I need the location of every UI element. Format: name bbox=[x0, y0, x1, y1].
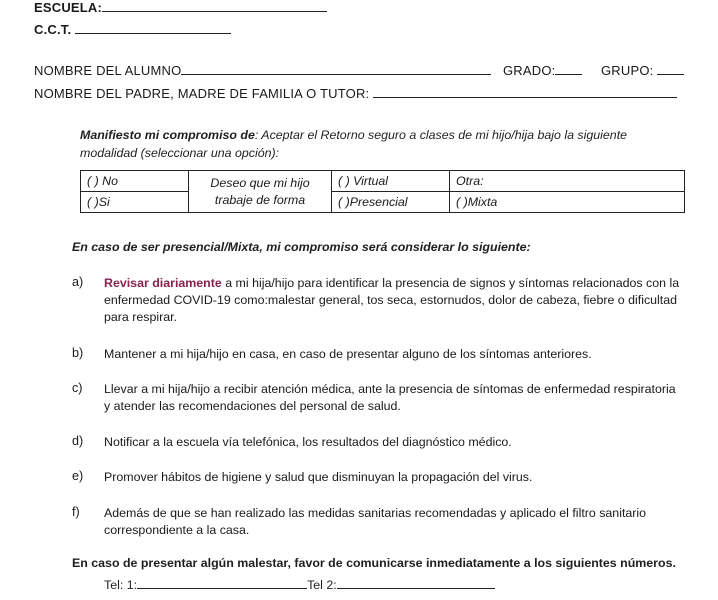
option-no[interactable]: ( ) No bbox=[81, 171, 189, 192]
item-d-letter: d) bbox=[72, 434, 84, 448]
tel2-blank[interactable] bbox=[337, 578, 495, 589]
item-a-body: a mi hija/hijo para identificar la presencia de signos y síntomas relacionados con la enfermedad COVID-19 como:malestar general, tos seca, estornudos, dolor de cabeza, fiebre o dificultad para respirar. bbox=[104, 276, 680, 324]
tel1-label: Tel: 1: bbox=[104, 578, 138, 592]
option-presencial[interactable]: ( )Presencial bbox=[332, 192, 450, 213]
item-f-text: Además de que se han realizado las medidas sanitarias recomendadas y aplicado el filtro sanitario correspondiente a la casa. bbox=[104, 506, 647, 537]
grado-label: GRADO: bbox=[503, 63, 556, 78]
item-c-text: Llevar a mi hija/hijo a recibir atención médica, ante la presencia de síntomas de enfermedad respiratoria y atender las recomendaciones del personal de salud. bbox=[104, 382, 676, 413]
option-otra[interactable]: Otra: bbox=[450, 171, 685, 192]
item-e-letter: e) bbox=[72, 469, 84, 483]
nombre-padre-blank[interactable] bbox=[373, 87, 677, 98]
item-f-letter: f) bbox=[72, 505, 80, 519]
escuela-field bbox=[34, 0, 327, 15]
manifiesto-line2: modalidad (seleccionar una opción): bbox=[80, 146, 280, 160]
escuela-label: ESCUELA: bbox=[34, 0, 103, 15]
escuela-blank[interactable] bbox=[102, 1, 327, 12]
nombre-alumno-blank[interactable] bbox=[181, 64, 491, 75]
nombre-padre-field bbox=[34, 86, 677, 101]
item-a-letter: a) bbox=[72, 275, 84, 289]
manifiesto-lead: Manifiesto mi compromiso de bbox=[80, 128, 255, 142]
footer-notice: En caso de presentar algún malestar, favor de comunicarse inmediatamente a los siguientes números. bbox=[72, 556, 676, 570]
tel-line bbox=[104, 578, 495, 592]
cct-field bbox=[34, 22, 231, 37]
nombre-padre-label: NOMBRE DEL PADRE, MADRE DE FAMILIA O TUTOR: bbox=[34, 86, 370, 101]
item-d-text: Notificar a la escuela vía telefónica, los resultados del diagnóstico médico. bbox=[104, 435, 512, 449]
grupo-blank[interactable] bbox=[657, 64, 684, 75]
nombre-alumno-label: NOMBRE DEL ALUMNO bbox=[34, 63, 182, 78]
options-table bbox=[80, 170, 685, 213]
item-a-text bbox=[104, 275, 684, 326]
nombre-alumno-field bbox=[34, 63, 491, 78]
grado-blank[interactable] bbox=[555, 64, 582, 75]
grupo-label: GRUPO: bbox=[601, 63, 654, 78]
deseo-line2: trabaje de forma bbox=[214, 192, 306, 207]
deseo-cell bbox=[189, 171, 332, 213]
grado-field bbox=[503, 63, 582, 78]
deseo-line1: Deseo que mi hijo bbox=[210, 175, 310, 190]
tel2-label: Tel 2: bbox=[307, 578, 337, 592]
option-virtual[interactable]: ( ) Virtual bbox=[332, 171, 450, 192]
item-c-letter: c) bbox=[72, 381, 83, 395]
item-e-text: Promover hábitos de higiene y salud que disminuyan la propagación del virus. bbox=[104, 470, 533, 484]
cct-label: C.C.T. bbox=[34, 22, 72, 37]
item-a-highlight: Revisar diariamente bbox=[104, 276, 222, 290]
manifiesto-line1 bbox=[80, 128, 627, 142]
tel1-blank[interactable] bbox=[137, 578, 307, 589]
manifiesto-rest: : Aceptar el Retorno seguro a clases de mi hijo/hija bajo la siguiente bbox=[254, 128, 628, 142]
option-si[interactable]: ( )Si bbox=[81, 192, 189, 213]
cct-blank[interactable] bbox=[75, 23, 231, 34]
compromiso-heading: En caso de ser presencial/Mixta, mi compromiso será considerar lo siguiente: bbox=[72, 240, 531, 254]
grupo-field bbox=[601, 63, 684, 78]
item-b-letter: b) bbox=[72, 346, 84, 360]
item-b-text: Mantener a mi hija/hijo en casa, en caso de presentar alguno de los síntomas anteriores. bbox=[104, 347, 592, 361]
option-mixta[interactable]: ( )Mixta bbox=[450, 192, 685, 213]
